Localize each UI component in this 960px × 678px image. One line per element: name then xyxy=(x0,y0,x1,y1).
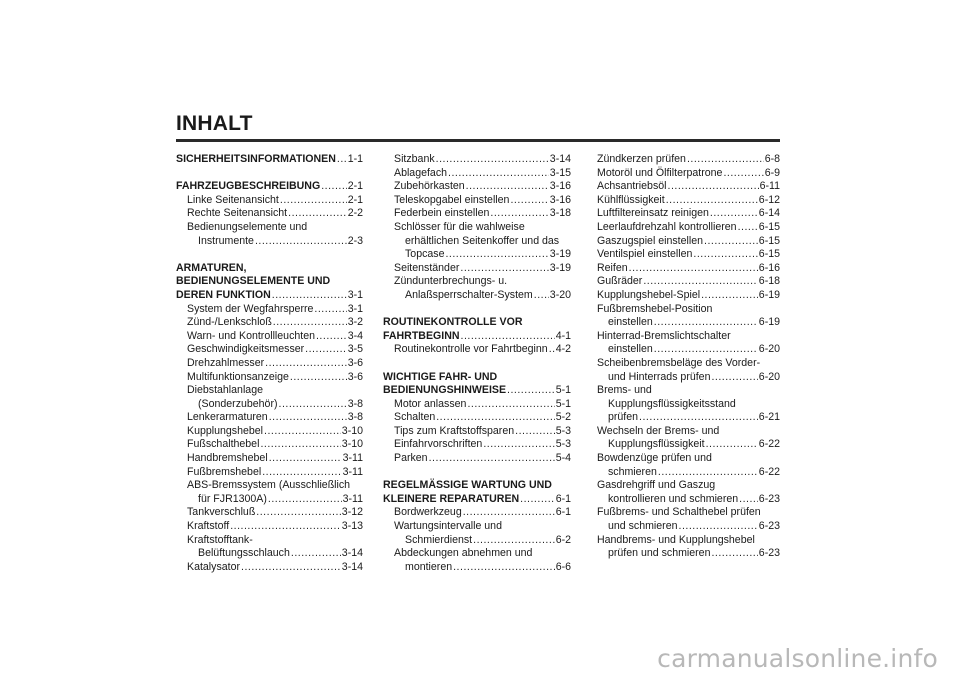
toc-entry[interactable]: Kraftstoff ..... 3-13 xyxy=(176,520,363,534)
toc-entry[interactable]: Geschwindigkeitsmesser ..... 3-5 xyxy=(176,343,363,357)
toc-chapter-line: BEDIENUNGSELEMENTE UND xyxy=(176,275,331,288)
toc-entry[interactable]: Multifunktionsanzeige ..... 3-6 xyxy=(176,371,363,385)
toc-entry-line: Fußbremshebel-Position xyxy=(597,302,713,315)
toc-entry[interactable]: Teleskopgabel einstellen ..... 3-16 xyxy=(383,194,571,208)
toc-entry[interactable]: Gaszugspiel einstellen ..... 6-15 xyxy=(597,235,780,249)
toc-entry[interactable]: Ventilspiel einstellen ..... 6-15 xyxy=(597,248,780,262)
toc-entry-line: Gasdrehgriff und Gaszug xyxy=(597,479,716,492)
toc-entry-line: Fußbrems- und Schalthebel prüfen xyxy=(597,506,761,519)
toc-entry[interactable]: SICHERHEITSINFORMATIONEN ..... 1-1 xyxy=(176,153,363,167)
page-title: INHALT xyxy=(176,112,253,135)
toc-entry-line: Schlösser für die wahlweise xyxy=(394,220,525,233)
toc-entry[interactable]: Seitenständer ..... 3-19 xyxy=(383,262,571,276)
toc-entry[interactable]: Bordwerkzeug ..... 6-1 xyxy=(383,506,571,520)
toc-entry-line: Abdeckungen abnehmen und xyxy=(394,547,533,560)
toc-entry-line: Zündunterbrechungs- u. xyxy=(394,275,508,288)
toc-entry[interactable]: Lenkerarmaturen ..... 3-8 xyxy=(176,411,363,425)
toc-chapter-line: WICHTIGE FAHR- UND xyxy=(383,370,498,383)
toc-entry[interactable]: Tips zum Kraftstoffsparen ..... 5-3 xyxy=(383,425,571,439)
toc-entry[interactable]: (Sonderzubehör) ..... 3-8 xyxy=(176,398,363,412)
toc-entry-line: Hinterrad-Bremslichtschalter xyxy=(597,329,731,342)
toc-entry[interactable]: Zündkerzen prüfen ..... 6-8 xyxy=(597,153,780,167)
toc-entry[interactable]: Parken ..... 5-4 xyxy=(383,452,571,466)
toc-entry[interactable]: Topcase ..... 3-19 xyxy=(383,248,571,262)
toc-column-3 xyxy=(597,153,780,561)
toc-entry-line: Scheibenbremsbeläge des Vorder- xyxy=(597,356,761,369)
toc-entry-line: Kupplungsflüssigkeitsstand xyxy=(608,397,736,410)
toc-entry[interactable]: Einfahrvorschriften ..... 5-3 xyxy=(383,438,571,452)
toc-entry-line: erhältlichen Seitenkoffer und das xyxy=(405,234,560,247)
toc-column-1 xyxy=(176,153,363,574)
toc-entry[interactable]: Katalysator ..... 3-14 xyxy=(176,561,363,575)
toc-entry[interactable]: Zubehörkasten ..... 3-16 xyxy=(383,180,571,194)
toc-entry[interactable]: und schmieren ..... 6-23 xyxy=(597,520,780,534)
toc-entry[interactable]: montieren ..... 6-6 xyxy=(383,561,571,575)
toc-entry[interactable]: Instrumente ..... 2-3 xyxy=(176,235,363,249)
toc-entry-line: Brems- und xyxy=(597,384,652,397)
toc-entry[interactable]: System der Wegfahrsperre ..... 3-1 xyxy=(176,303,363,317)
toc-entry[interactable]: Motoröl und Ölfilterpatrone ..... 6-9 xyxy=(597,167,780,181)
toc-entry[interactable]: BEDIENUNGSHINWEISE ..... 5-1 xyxy=(383,384,571,398)
title-rule xyxy=(176,139,780,142)
site-watermark: carmanualsonline.info xyxy=(657,644,938,673)
toc-entry-line: Handbrems- und Kupplungshebel xyxy=(597,533,755,546)
toc-entry[interactable]: KLEINERE REPARATUREN ..... 6-1 xyxy=(383,493,571,507)
toc-entry[interactable]: Leerlaufdrehzahl kontrollieren ..... 6-15 xyxy=(597,221,780,235)
toc-entry-line: Wechseln der Brems- und xyxy=(597,424,720,437)
toc-entry[interactable]: Fußschalthebel ..... 3-10 xyxy=(176,438,363,452)
toc-entry[interactable]: Linke Seitenansicht ..... 2-1 xyxy=(176,194,363,208)
toc-entry-line: Bowdenzüge prüfen und xyxy=(597,452,712,465)
toc-entry[interactable]: Anlaßsperrschalter-System ..... 3-20 xyxy=(383,289,571,303)
toc-entry[interactable]: Schalten ..... 5-2 xyxy=(383,411,571,425)
toc-entry[interactable]: prüfen ..... 6-21 xyxy=(597,411,780,425)
toc-entry-line: ABS-Bremssystem (Ausschließlich xyxy=(187,479,351,492)
toc-entry[interactable]: Kupplungsflüssigkeit ..... 6-22 xyxy=(597,438,780,452)
toc-chapter-line: REGELMÄSSIGE WARTUNG UND xyxy=(383,479,552,492)
toc-entry[interactable]: und Hinterrads prüfen ..... 6-20 xyxy=(597,371,780,385)
toc-entry[interactable]: Motor anlassen ..... 5-1 xyxy=(383,398,571,412)
toc-entry-line: Bedienungselemente und xyxy=(187,220,308,233)
toc-entry[interactable]: Warn- und Kontrollleuchten ..... 3-4 xyxy=(176,330,363,344)
toc-entry[interactable]: für FJR1300A) ..... 3-11 xyxy=(176,493,363,507)
toc-column-2 xyxy=(383,153,571,574)
toc-entry[interactable]: Luftfiltereinsatz reinigen ..... 6-14 xyxy=(597,207,780,221)
toc-entry[interactable]: Federbein einstellen ..... 3-18 xyxy=(383,207,571,221)
toc-entry[interactable]: Handbremshebel ..... 3-11 xyxy=(176,452,363,466)
toc-chapter-line: ROUTINEKONTROLLE VOR xyxy=(383,316,523,329)
toc-entry-line: Diebstahlanlage xyxy=(187,384,263,397)
toc-entry[interactable]: Achsantriebsöl ..... 6-11 xyxy=(597,180,780,194)
toc-entry[interactable]: Fußbremshebel ..... 3-11 xyxy=(176,466,363,480)
toc-entry[interactable]: einstellen ..... 6-19 xyxy=(597,316,780,330)
toc-entry[interactable]: Kupplungshebel ..... 3-10 xyxy=(176,425,363,439)
toc-entry[interactable]: Ablagefach ..... 3-15 xyxy=(383,167,571,181)
toc-entry[interactable]: FAHRTBEGINN ..... 4-1 xyxy=(383,330,571,344)
toc-entry[interactable]: Schmierdienst ..... 6-2 xyxy=(383,534,571,548)
toc-entry[interactable]: schmieren ..... 6-22 xyxy=(597,466,780,480)
toc-entry[interactable]: Reifen ..... 6-16 xyxy=(597,262,780,276)
toc-entry[interactable]: prüfen und schmieren ..... 6-23 xyxy=(597,547,780,561)
toc-chapter-line: ARMATUREN, xyxy=(176,261,247,274)
toc-entry[interactable]: Drehzahlmesser ..... 3-6 xyxy=(176,357,363,371)
toc-entry-line: Kraftstofftank- xyxy=(187,533,253,546)
toc-entry[interactable]: Kupplungshebel-Spiel ..... 6-19 xyxy=(597,289,780,303)
toc-entry[interactable]: Zünd-/Lenkschloß ..... 3-2 xyxy=(176,316,363,330)
toc-entry[interactable]: Tankverschluß ..... 3-12 xyxy=(176,506,363,520)
toc-entry[interactable]: Routinekontrolle vor Fahrtbeginn ..... 4-2 xyxy=(383,343,571,357)
toc-entry[interactable]: Belüftungsschlauch ..... 3-14 xyxy=(176,547,363,561)
toc-entry[interactable]: einstellen ..... 6-20 xyxy=(597,343,780,357)
toc-entry[interactable]: kontrollieren und schmieren ..... 6-23 xyxy=(597,493,780,507)
toc-entry[interactable]: Rechte Seitenansicht ..... 2-2 xyxy=(176,207,363,221)
toc-entry[interactable]: Gußräder ..... 6-18 xyxy=(597,275,780,289)
toc-entry[interactable]: Kühlflüssigkeit ..... 6-12 xyxy=(597,194,780,208)
toc-entry[interactable]: DEREN FUNKTION ..... 3-1 xyxy=(176,289,363,303)
toc-entry-line: Wartungsintervalle und xyxy=(394,520,502,533)
toc-entry[interactable]: FAHRZEUGBESCHREIBUNG ..... 2-1 xyxy=(176,180,363,194)
toc-entry[interactable]: Sitzbank ..... 3-14 xyxy=(383,153,571,167)
